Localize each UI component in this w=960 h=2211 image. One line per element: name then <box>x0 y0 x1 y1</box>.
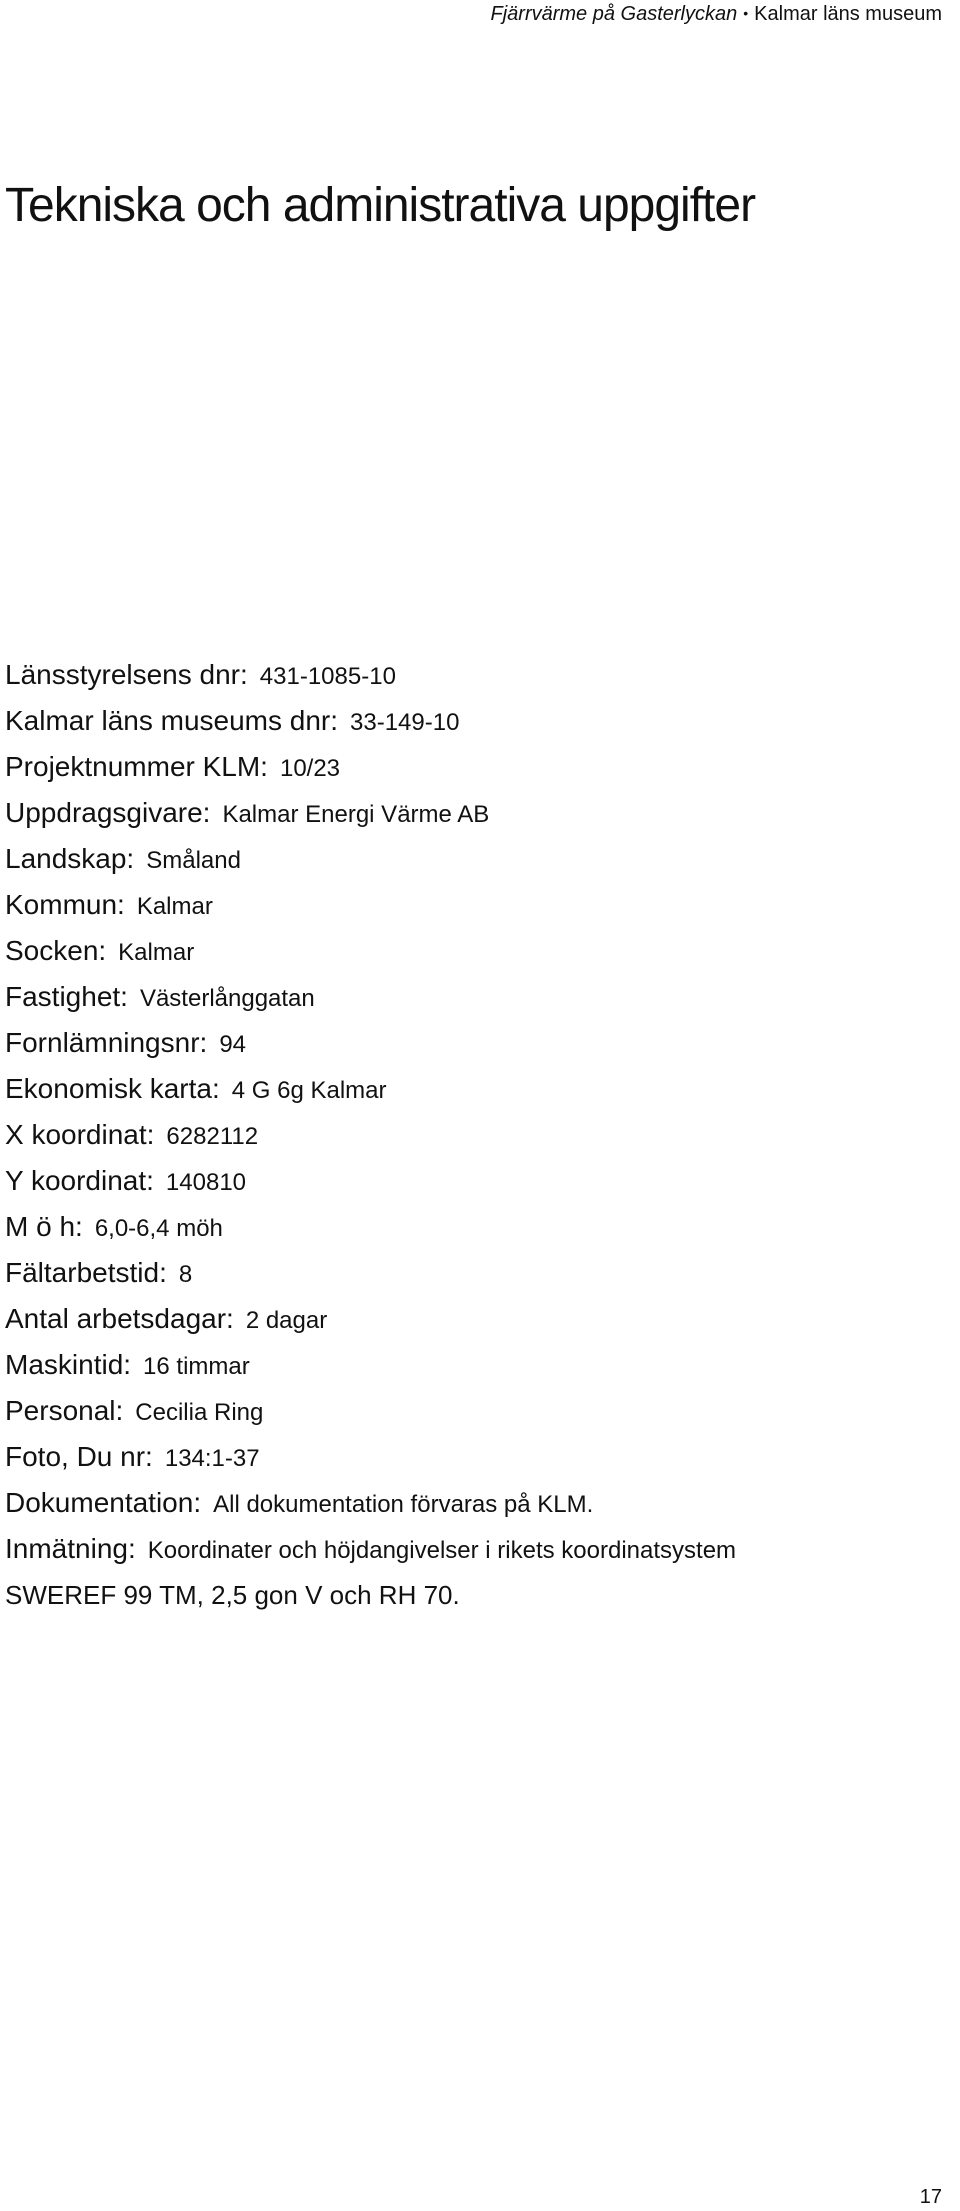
field-label: Socken: <box>5 935 107 966</box>
field-label: X koordinat: <box>5 1119 155 1150</box>
field-value: 4 G 6g Kalmar <box>231 1077 387 1104</box>
field-label: Fältarbetstid: <box>5 1257 167 1288</box>
field-value: Kalmar <box>118 939 195 966</box>
field-value: 2 dagar <box>245 1307 328 1334</box>
header-separator: • <box>743 5 749 21</box>
field-label: Uppdragsgivare: <box>5 797 211 828</box>
field-label: Maskintid: <box>5 1349 132 1380</box>
field-value: Småland <box>146 847 241 874</box>
field-label: Länsstyrelsens dnr: <box>5 659 248 690</box>
field-label: Ekonomisk karta: <box>5 1073 220 1104</box>
field-value: Koordinater och höjdangivelser i rikets koordinatsystem <box>147 1537 737 1564</box>
field-row-foto <box>5 1434 940 1480</box>
page-title: Tekniska och administrativa uppgifter <box>5 179 756 232</box>
field-row-y-koordinat <box>5 1158 940 1204</box>
field-row-fastighet <box>5 974 940 1020</box>
field-value: 140810 <box>165 1169 247 1196</box>
field-label: Inmätning: <box>5 1533 136 1564</box>
field-value: 6,0-6,4 möh <box>94 1215 223 1242</box>
field-value: 94 <box>219 1031 247 1058</box>
field-label: Y koordinat: <box>5 1165 154 1196</box>
field-row-faltarbetstid <box>5 1250 940 1296</box>
field-value: Kalmar <box>136 893 213 920</box>
field-value: 33-149-10 <box>350 709 460 736</box>
field-row-lansstyrelsens-dnr <box>5 652 940 698</box>
field-row-dokumentation <box>5 1480 940 1526</box>
field-label: Fastighet: <box>5 981 128 1012</box>
field-label: Projektnummer KLM: <box>5 751 268 782</box>
field-row-museums-dnr <box>5 698 940 744</box>
field-value: 431-1085-10 <box>259 663 396 690</box>
field-row-inmatning <box>5 1526 940 1618</box>
field-label: Personal: <box>5 1395 124 1426</box>
field-value: 134:1-37 <box>164 1445 260 1472</box>
field-row-ekonomisk-karta <box>5 1066 940 1112</box>
field-row-maskintid <box>5 1342 940 1388</box>
field-line <box>5 1526 940 1572</box>
admin-details-list <box>5 652 940 1618</box>
field-label: Kalmar läns museums dnr: <box>5 705 339 736</box>
field-row-x-koordinat <box>5 1112 940 1158</box>
field-label: Landskap: <box>5 843 135 874</box>
field-value: Cecilia Ring <box>135 1399 264 1426</box>
field-value: 6282112 <box>166 1123 259 1150</box>
field-label: Antal arbetsdagar: <box>5 1303 234 1334</box>
field-row-antal-arbetsdagar <box>5 1296 940 1342</box>
field-row-projektnummer <box>5 744 940 790</box>
field-label: Dokumentation: <box>5 1487 202 1518</box>
running-header <box>491 0 943 27</box>
field-value-continuation: SWEREF 99 TM, 2,5 gon V och RH 70. <box>5 1580 460 1610</box>
field-row-landskap <box>5 836 940 882</box>
field-value: All dokumentation förvaras på KLM. <box>213 1491 594 1518</box>
field-value: Kalmar Energi Värme AB <box>222 801 490 828</box>
field-row-uppdragsgivare <box>5 790 940 836</box>
header-museum-name: Kalmar läns museum <box>754 3 942 25</box>
field-label: Fornlämningsnr: <box>5 1027 208 1058</box>
field-value: 10/23 <box>279 755 341 782</box>
field-value: 8 <box>178 1261 193 1288</box>
field-row-fornlamningsnr <box>5 1020 940 1066</box>
field-label: Kommun: <box>5 889 125 920</box>
field-row-kommun <box>5 882 940 928</box>
field-row-moh <box>5 1204 940 1250</box>
field-label: Foto, Du nr: <box>5 1441 153 1472</box>
field-value: Västerlånggatan <box>139 985 315 1012</box>
header-project-title: Fjärrvärme på Gasterlyckan <box>490 3 738 25</box>
field-row-personal <box>5 1388 940 1434</box>
field-label: M ö h: <box>5 1211 83 1242</box>
field-row-socken <box>5 928 940 974</box>
page-number: 17 <box>919 2186 942 2208</box>
field-value: 16 timmar <box>143 1353 250 1380</box>
